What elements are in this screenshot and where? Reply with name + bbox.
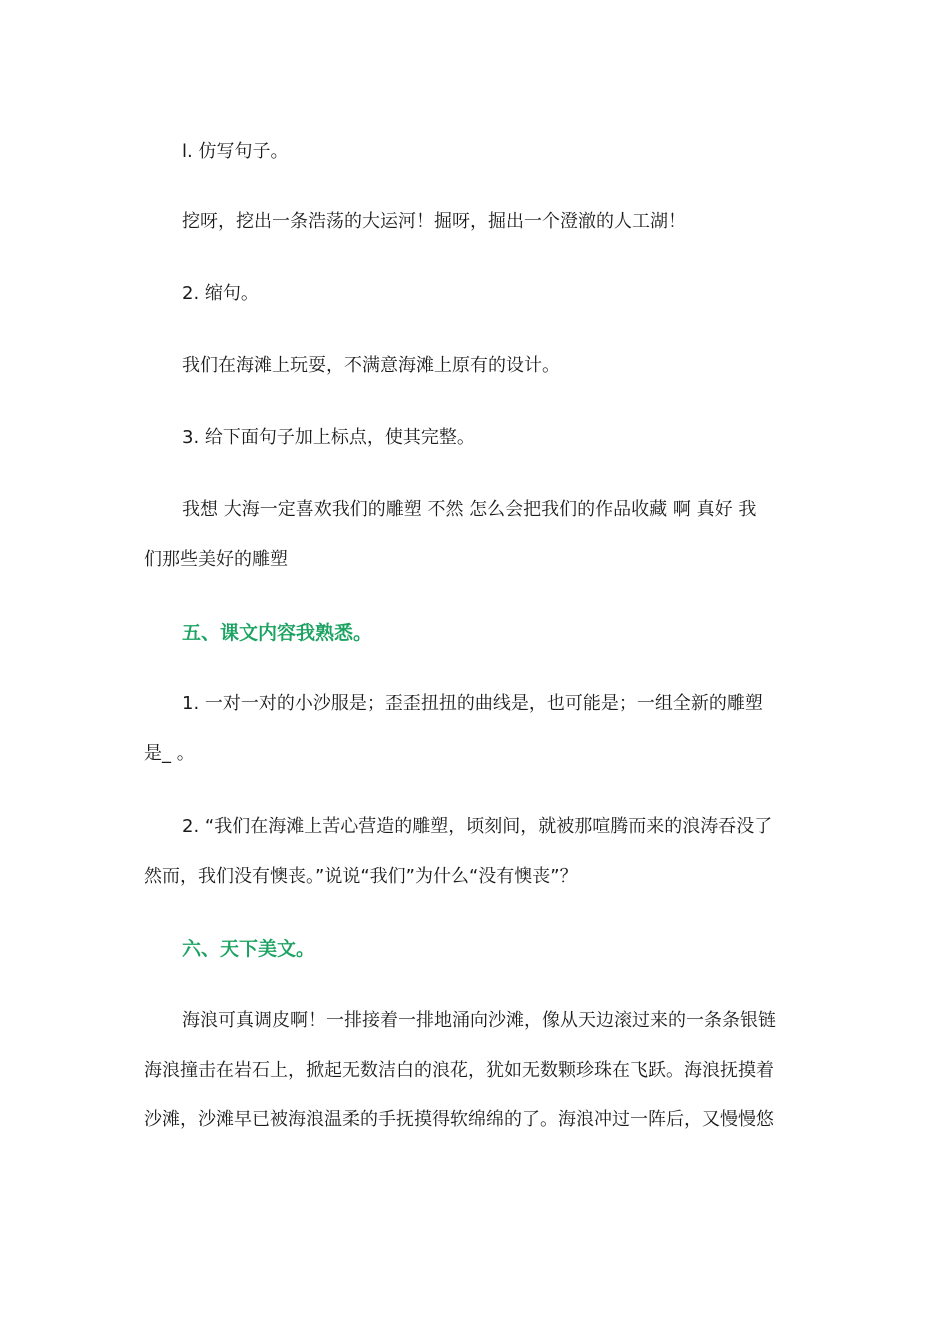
- question-fill-line2: 是_ 。: [144, 743, 195, 764]
- reading-paragraph-line3: 沙滩，沙滩早已被海浪温柔的手抚摸得软绵绵的了。海浪冲过一阵后，又慢慢悠: [144, 1109, 774, 1130]
- question-label-shorten: 2. 缩句。: [182, 283, 259, 304]
- section-heading-reading: 六、天下美文。: [182, 938, 316, 960]
- section-heading-content: 五、课文内容我熟悉。: [182, 622, 373, 644]
- question-text-punctuate-line1: 我想 大海一定喜欢我们的雕塑 不然 怎么会把我们的作品收藏 啊 真好 我: [182, 499, 757, 520]
- question-text-shorten: 我们在海滩上玩耍，不满意海滩上原有的设计。: [182, 355, 560, 376]
- question-label-punctuate: 3. 给下面句子加上标点，使其完整。: [182, 427, 475, 448]
- question-discuss-line2: 然而，我们没有懊丧。”说说“我们”为什么“没有懊丧”？: [144, 866, 578, 887]
- question-text-imitate: 挖呀，挖出一条浩荡的大运河！掘呀，掘出一个澄澈的人工湖！: [182, 211, 686, 232]
- question-discuss-line1: 2. “我们在海滩上苦心营造的雕塑，顷刻间，就被那喧腾而来的浪涛吞没了: [182, 816, 773, 837]
- question-label-imitate: l. 仿写句子。: [182, 141, 289, 162]
- reading-paragraph-line2: 海浪撞击在岩石上，掀起无数洁白的浪花，犹如无数颗珍珠在飞跃。海浪抚摸着: [144, 1060, 774, 1081]
- question-text-punctuate-line2: 们那些美好的雕塑: [144, 549, 288, 570]
- reading-paragraph-line1: 海浪可真调皮啊！一排接着一排地涌向沙滩，像从天边滚过来的一条条银链: [182, 1010, 776, 1031]
- question-fill-line1: 1. 一对一对的小沙服是；歪歪扭扭的曲线是，也可能是；一组全新的雕塑: [182, 693, 763, 714]
